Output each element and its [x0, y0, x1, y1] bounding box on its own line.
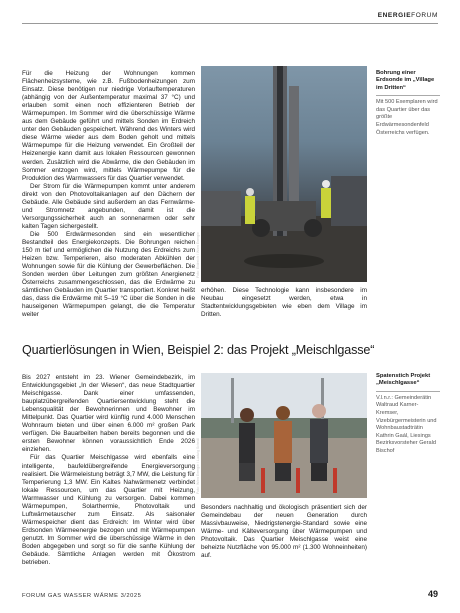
- caption-divider: [376, 391, 440, 392]
- paragraph: Der Strom für die Wärmepumpen kommt unter anderem direkt von den Photovoltaikanlagen auf den Dächern der Gebäude. Alle Gebäude sind außerdem an das Fernwärme- und Stromnetz angebunden, damit ist die Versorgungssicherheit auch an sonnenarmen oder sehr kalten Tagen sichergestellt.: [22, 182, 195, 230]
- header-brand-rest: FORUM: [411, 12, 438, 19]
- paragraph: Die 500 Erdwärmesonden sind ein wesentlicher Bestandteil des Energiekonzepts. Die Bohrungen reichen 150 m tief und ermöglichen die Nutzung des Erdreichs zum Heizen bzw. Temperieren, also moderaten Abkühlen der Wohnungen sowie für die Kühlung der Gewerbeflächen. Die Sonden werden über Leitungen zum größten Anergienetz Österreichs zusammengeschlossen, das die Erdwärme zu sämtlichen Gebäuden im Quartier transportiert. Konkret heißt das, dass die Erdwärme mit 5–19 °C über die Sonden in die hauseigenen Wärmepumpen gelangt, die die Temperatur weiter: [22, 230, 195, 319]
- photo-credit: Foto: Wien Energie / Ludwig Schedl: [196, 438, 200, 494]
- header-divider: [22, 23, 438, 24]
- paragraph: Für die Heizung der Wohnungen kommen Flächenheizsysteme, wie z.B. Fußbodenheizungen zum Einsatz. Diese benötigen nur niedrige Vorlauftemperaturen (abhängig von der Außentemperatur maximal 37 °C) und erlauben somit einen noch effizienteren Betrieb der Wärmepumpen. Im Sommer wird die überschüssige Wärme aus dem Gebäude geführt und mittels Sonden im Erdreich unter den Gebäuden gespeichert. Während des Winters wird diese Wärme wieder aus dem Boden geholt und mittels Wärmepumpe für die Heizung verwendet. Ein Großteil der Heizenergie kann damit aus lokalen Ressourcen gewonnen werden. Zusätzlich wird die Abwärme, die den Gebäuden im Sommer entzogen wird, mittels Wärmepumpe für die Produktion des Warmwassers für das Quartier verwendet.: [22, 70, 195, 182]
- paragraph: Besonders nachhaltig und ökologisch präsentiert sich der Gemeindebau der neuen Generation durch Massivbauweise, Niedrigstenergie-Standard sowie eine Wärme- und Kälteversorgung über Wärmepumpen und Photovoltaik. Das Quartier Meischlgasse weist eine beheizte Nutzfläche von 95.000 m² (1.300 Wohneinheiten) auf.: [201, 504, 367, 560]
- caption-title: Bohrung einer Erdsonde im „Village im Dritten“: [376, 70, 435, 91]
- caption-divider: [376, 95, 440, 96]
- paragraph: Bis 2027 entsteht im 23. Wiener Gemeindebezirk, im Entwicklungsgebiet „In der Wiesen“, das neue Stadtquartier Meischlgasse. Dank einer umfassenden, bauplatzübergreifenden Quartiersentwicklung steht die Lebensqualität der Bewohnerinnen und Bewohner im Mittelpunkt. Das Quartier wird künftig rund 4.000 Menschen Wohnraum bieten und über einen 6.000 m² großen Park verfügen. Die Bauarbeiten haben bereits begonnen und die ersten Bewohner können voraussichtlich Ende 2026 einziehen.: [22, 374, 195, 454]
- drilling-rig-photo: [201, 66, 367, 282]
- caption-title: Spatenstich Projekt „Meischlgasse“: [376, 373, 431, 387]
- caption-text: Mit 500 Exemplaren wird das Quartier über das größte Erdwärmesondenfeld Österreichs verfügen.: [376, 99, 438, 136]
- magazine-issue-footer: FORUM GAS WASSER WÄRME 3/2025: [22, 593, 142, 599]
- photo-caption-1: [376, 70, 440, 137]
- drilling-rig-illustration: [201, 66, 367, 282]
- photo-credit: Foto: Erdreich / Wien Energie: [196, 232, 200, 278]
- caption-text: V.l.n.r.: Gemeinderätin Waltraud Karner-Kremser, Vizebürgermeisterin und Wohnbaustadträtin Kathrin Gaál, Liesings Bezirksvorsteher Gerald Bischof: [376, 394, 437, 454]
- section-heading: Quartierlösungen in Wien, Beispiel 2: das Projekt „Meischlgasse“: [22, 343, 375, 357]
- page-number: 49: [427, 589, 438, 599]
- article-column-continuation-2: [201, 504, 367, 560]
- header-brand-bold: ENERGIE: [377, 12, 412, 19]
- paragraph: Für das Quartier Meischlgasse wird ebenfalls eine intelligente, baufeldübergreifende Energieversorgung realisiert. Die Wärmeleistung beträgt 3,7 MW, die Leistung für Temperierung 1,3 MW. Ein Kaltes Nahwärmenetz verbindet lokale Ressourcen, um das Quartier mit Heizung, Warmwasser und Kühlung zu versorgen. Dabei kommen Wärmepumpen, Solarthermie, Photovoltaik und Luftwärmetauscher zum Einsatz. Als saisonaler Wärmespeicher dient das Erdreich: Im Winter wird über Erdsonden Wärmeenergie bezogen und mit Wärmepumpen genutzt. Im Sommer wird die überschüssige Wärme in den Boden abgegeben und sorgt so für die sanfte Kühlung der Gebäude. Sämtliche Anlagen werden mit Ökostrom betrieben.: [22, 454, 195, 567]
- paragraph: erhöhen. Diese Technologie kann insbesondere im Neubau eingesetzt werden, etwa in Stadtentwicklungsgebieten wie eben dem Village im Dritten.: [201, 287, 367, 319]
- groundbreaking-illustration: [201, 373, 367, 498]
- article-column-1: [22, 70, 195, 319]
- article-column-2: [22, 374, 195, 567]
- groundbreaking-ceremony-photo: [201, 373, 367, 498]
- magazine-section-header: [378, 12, 438, 19]
- photo-caption-2: [376, 373, 440, 456]
- article-column-continuation-1: [201, 287, 367, 319]
